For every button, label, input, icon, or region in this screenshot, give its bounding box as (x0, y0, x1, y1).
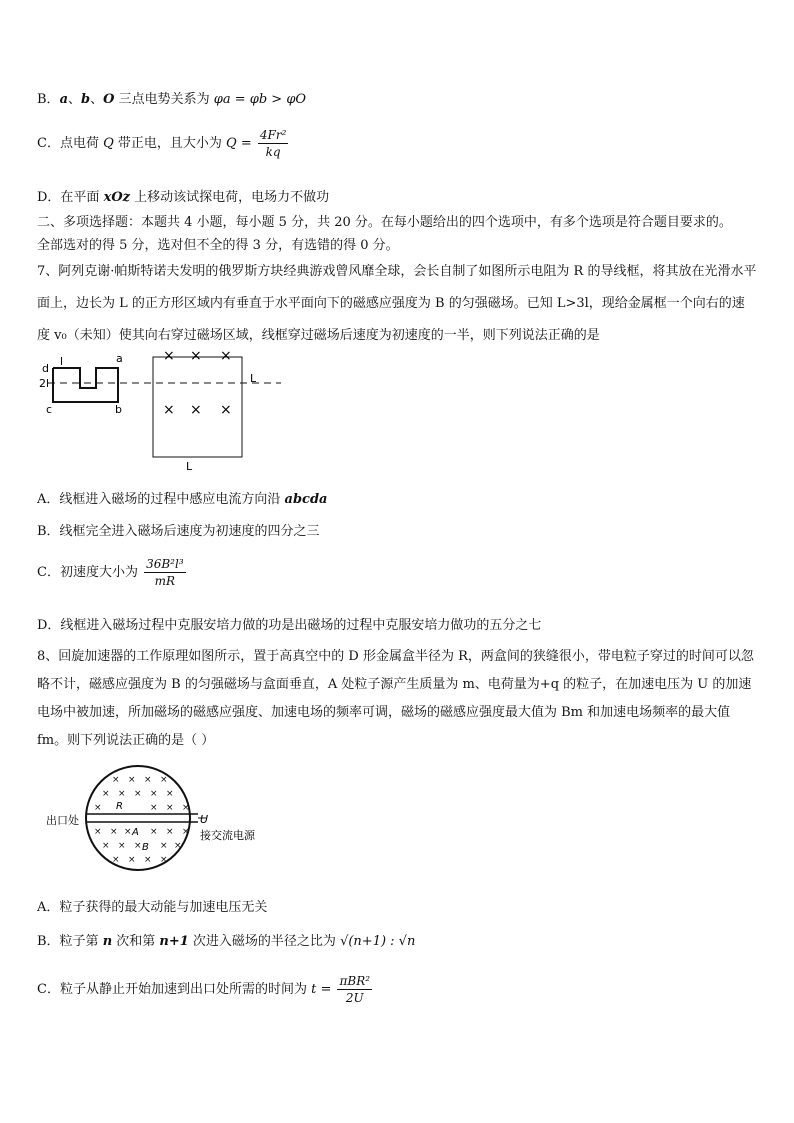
formula-lhs: t = (311, 982, 332, 997)
fraction-numerator: πBR² (339, 974, 371, 988)
field-cross: × (134, 789, 142, 799)
field-cross: × (190, 348, 202, 364)
time-fraction (337, 974, 372, 1005)
plane-label: xOz (103, 190, 131, 205)
field-cross: × (174, 841, 182, 851)
field-cross: × (150, 803, 158, 813)
q7-option-a (37, 488, 327, 507)
sep: 、 (90, 92, 104, 107)
fraction-denominator: 2U (345, 991, 364, 1005)
field-cross: × (182, 803, 190, 813)
option-text: B．粒子第 (37, 934, 103, 949)
q7-figure (36, 348, 286, 473)
field-cross: × (220, 348, 232, 364)
label-b: b (115, 403, 122, 416)
field-cross: × (102, 841, 110, 851)
label-L-bottom: L (186, 460, 193, 473)
q7-option-d: D．线框进入磁场过程中克服安培力做的功是出磁场的过程中克服安培力做功的五分之七 (37, 618, 542, 633)
field-cross: × (166, 827, 174, 837)
label-l: l (60, 355, 64, 368)
q7-option-b: B．线框完全进入磁场后速度为初速度的四分之三 (37, 524, 320, 539)
fraction-numerator: 4Fr² (259, 128, 287, 142)
field-cross: × (144, 855, 152, 865)
field-cross: × (102, 789, 110, 799)
option-text: C．粒子从静止开始加速到出口处所需的时间为 (37, 982, 307, 997)
field-cross: × (112, 775, 120, 785)
field-cross: × (124, 827, 132, 837)
label-d: d (42, 362, 49, 375)
prev-option-d (37, 186, 329, 205)
label-exit: 出口处 (46, 814, 79, 827)
field-cross: × (150, 789, 158, 799)
option-text: 带正电，且大小为 (113, 136, 222, 151)
label-L-right: L (250, 372, 257, 385)
potential-formula: φa = φb > φO (213, 92, 307, 107)
label-A: A (132, 827, 139, 838)
radius-ratio: √(n+1) : √n (340, 934, 416, 949)
label-R: R (116, 801, 123, 812)
var-n: n (102, 934, 113, 949)
field-cross: × (128, 775, 136, 785)
option-text: 次进入磁场的半径之比为 (188, 934, 336, 949)
d-box-circle (86, 766, 190, 870)
var-n-plus-1: n+1 (159, 934, 189, 949)
option-text: C．初速度大小为 (37, 565, 138, 580)
option-text: D．在平面 (37, 190, 104, 205)
field-cross: × (190, 402, 202, 418)
field-cross: × (144, 775, 152, 785)
current-path: abcda (284, 492, 328, 507)
field-cross: × (160, 841, 168, 851)
label-2l: 2l (39, 377, 50, 390)
fraction-denominator: mR (154, 574, 176, 588)
wire-frame (53, 368, 118, 402)
field-cross: × (150, 827, 158, 837)
var-o: O (103, 92, 115, 107)
field-cross: × (94, 827, 102, 837)
section-header-line-2: 全部选对的得 5 分，选对但不全的得 3 分，有选错的得 0 分。 (37, 238, 399, 253)
var-b: b (81, 92, 91, 107)
option-label: B． (37, 92, 60, 107)
q7-option-c (37, 557, 186, 588)
q8-option-a: A．粒子获得的最大动能与加速电压无关 (37, 900, 268, 915)
field-cross: × (134, 841, 142, 851)
label-ac-source: 接交流电源 (200, 829, 255, 842)
field-cross: × (182, 827, 190, 837)
option-text: 三点电势关系为 (114, 92, 210, 107)
var-q: Q (103, 136, 114, 151)
section-header-line-1: 二、多项选择题：本题共 4 小题，每小题 5 分，共 20 分。在每小题给出的四个选项中，有多个选项是符合题目要求的。 (37, 215, 732, 230)
q8-option-b (37, 930, 415, 949)
fraction-denominator: kq (265, 145, 281, 159)
prev-option-c (37, 128, 288, 159)
var-a: a (59, 92, 68, 107)
field-cross: × (160, 775, 168, 785)
formula-lhs: Q = (226, 136, 252, 151)
velocity-fraction (144, 557, 186, 588)
option-text: 次和第 (112, 934, 160, 949)
field-cross: × (166, 803, 174, 813)
option-text: 上移动该试探电荷，电场力不做功 (130, 190, 330, 205)
prev-option-b (37, 88, 306, 107)
label-B: B (142, 842, 149, 853)
option-text: A．线框进入磁场的过程中感应电流方向沿 (37, 492, 285, 507)
field-cross: × (118, 789, 126, 799)
q8-option-c (37, 974, 372, 1005)
field-cross: × (220, 402, 232, 418)
label-c: c (46, 403, 53, 416)
field-cross: × (94, 803, 102, 813)
q8-figure (40, 765, 280, 875)
option-text: C．点电荷 (37, 136, 104, 151)
label-U: U (200, 813, 209, 826)
field-cross: × (160, 855, 168, 865)
field-cross: × (166, 789, 174, 799)
q8-stem: 8、回旋加速器的工作原理如图所示，置于高真空中的 D 形金属盒半径为 R，两盒间的狭缝很小，带电粒子穿过的时间可以忽略不计，磁感应强度为 B 的匀强磁场与盒面垂直，A 处粒子源产生质量为 m、电荷量为+q 的粒子，在加速电压为 U 的加速电场中被加速，所加磁场的磁感应强度、加速电场的频率可调，磁场的磁感应强度最大值为 Bm 和加速电场频率的最大值 fm。则下列说法正确的是（ ） (37, 649, 754, 748)
field-cross: × (163, 402, 175, 418)
field-cross: × (118, 841, 126, 851)
field-cross: × (110, 827, 118, 837)
q7-stem: 7、阿列克谢·帕斯特诺夫发明的俄罗斯方块经典游戏曾风靡全球，会长自制了如图所示电阻为 R 的导线框，将其放在光滑水平面上，边长为 L 的正方形区域内有垂直于水平面向下的磁感应强度为 B 的匀强磁场。已知 L>3l，现给金属框一个向右的速度 v₀（未知）使其向右穿过磁场区域，线框穿过磁场后速度为初速度的一半，则下列说法正确的是 (37, 264, 757, 343)
field-cross: × (163, 348, 175, 364)
sep: 、 (68, 92, 82, 107)
label-a: a (116, 352, 123, 365)
charge-fraction (258, 128, 289, 159)
fraction-numerator: 36B²l³ (146, 557, 184, 571)
field-cross: × (128, 855, 136, 865)
field-cross: × (112, 855, 120, 865)
